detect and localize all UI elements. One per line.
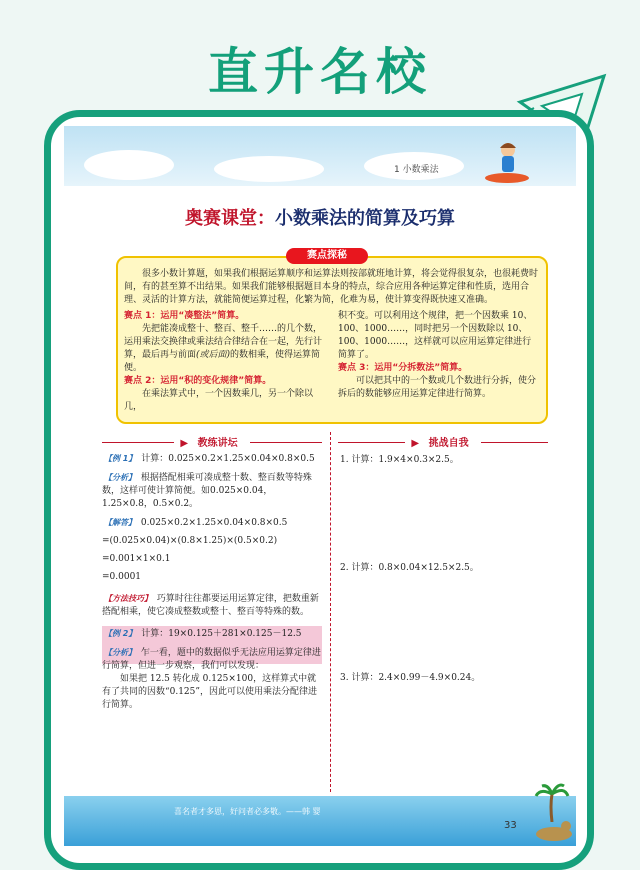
brand-title: 直升名校 xyxy=(208,43,432,101)
knowledge-right-col: 积不变。可以利用这个规律，把一个因数乘 10、100、1000……，同时把另一个因数除以 10、100、1000……，这样就可以应用运算定律进行简算了。 赛点 3：运用“分拆数法”简算。 可以把其中的一个数或几个数进行分拆，使分拆后的数能够应用运算定律进行简算。 xyxy=(338,311,537,399)
surfer-girl-icon xyxy=(482,138,532,186)
lesson-title: 奥赛课堂：小数乘法的简算及巧算 xyxy=(185,208,455,229)
section-challenge: ▶ 挑战自我 xyxy=(338,434,548,449)
seal-icon xyxy=(534,818,574,842)
section-coach: ▶ 教练讲坛 xyxy=(102,434,322,449)
lesson-column: 【例 1】 计算：0.025×0.2×1.25×0.04×0.8×0.5 【分析】 根据搭配相乘可凑成整十数、整百数等特殊数，这样可使计算简便。如0.025×0.04，1.25×0.8，0.5×0.2。 【解答】 0.025×0.2×1.25×0.04×0.8×0.5 =(0.025×0.04)×(0.8×1.25)×(0.5×0.2) =0.001×1×0.1 =0.0001 【方法技巧】 巧算时往往都要运用运算定律，把数重新搭配相乘，使它凑成整数或整十、整百等特殊的数。 【例 2】 计算：19×0.125＋281×0.125－12.5 【分析】 乍一看，题中的数据似乎无法应用运算定律进行简算，但进一步观察，我们可以发现： 如果把 12.5 转化成 0.125×100，这样算式中就有了共同的因数“0.125”，因此可以使用乘法分配律进行简算。 xyxy=(102,454,321,710)
knowledge-intro: 很多小数计算题，如果我们根据运算顺序和运算法则按部就班地计算，将会觉得很复杂，也很耗费时间，有的甚至算不出结果。如果我们能够根据题目本身的特点，综合应用各种运算定律和性质，选用合理、灵活的计算方法，就能简便运算过程，化繁为简，化难为易，使计算变得既快速又准确。 xyxy=(124,269,539,305)
knowledge-badge: 赛点探秘 xyxy=(286,248,368,264)
palm-tree-icon xyxy=(534,782,570,822)
book-page xyxy=(64,126,576,846)
footer-quote: 喜名者才多恩，好问者必多敬。——韩 婴 xyxy=(174,807,321,816)
knowledge-left-col: 赛点 1：运用“凑整法”简算。 先把能凑成整十、整百、整千……的几个数，运用乘法交换律或乘法结合律结合在一起，先行计算，最后再与前面(或后面)的数相乘，使得运算简便。 赛点 2：运用“积的变化规律”简算。 在乘法算式中，一个因数乘几，另一个除以几， xyxy=(124,311,323,412)
exercise-3: 3. 计算：2.4×0.99－4.9×0.24。 xyxy=(340,673,481,683)
sea-footer xyxy=(64,796,576,846)
chapter-label: 1 小数乘法 xyxy=(394,165,439,175)
exercise-2: 2. 计算：0.8×0.04×12.5×2.5。 xyxy=(340,563,479,573)
page-number: 33 xyxy=(504,820,517,831)
column-divider xyxy=(330,432,331,792)
exercise-1: 1. 计算：1.9×4×0.3×2.5。 xyxy=(340,455,459,465)
